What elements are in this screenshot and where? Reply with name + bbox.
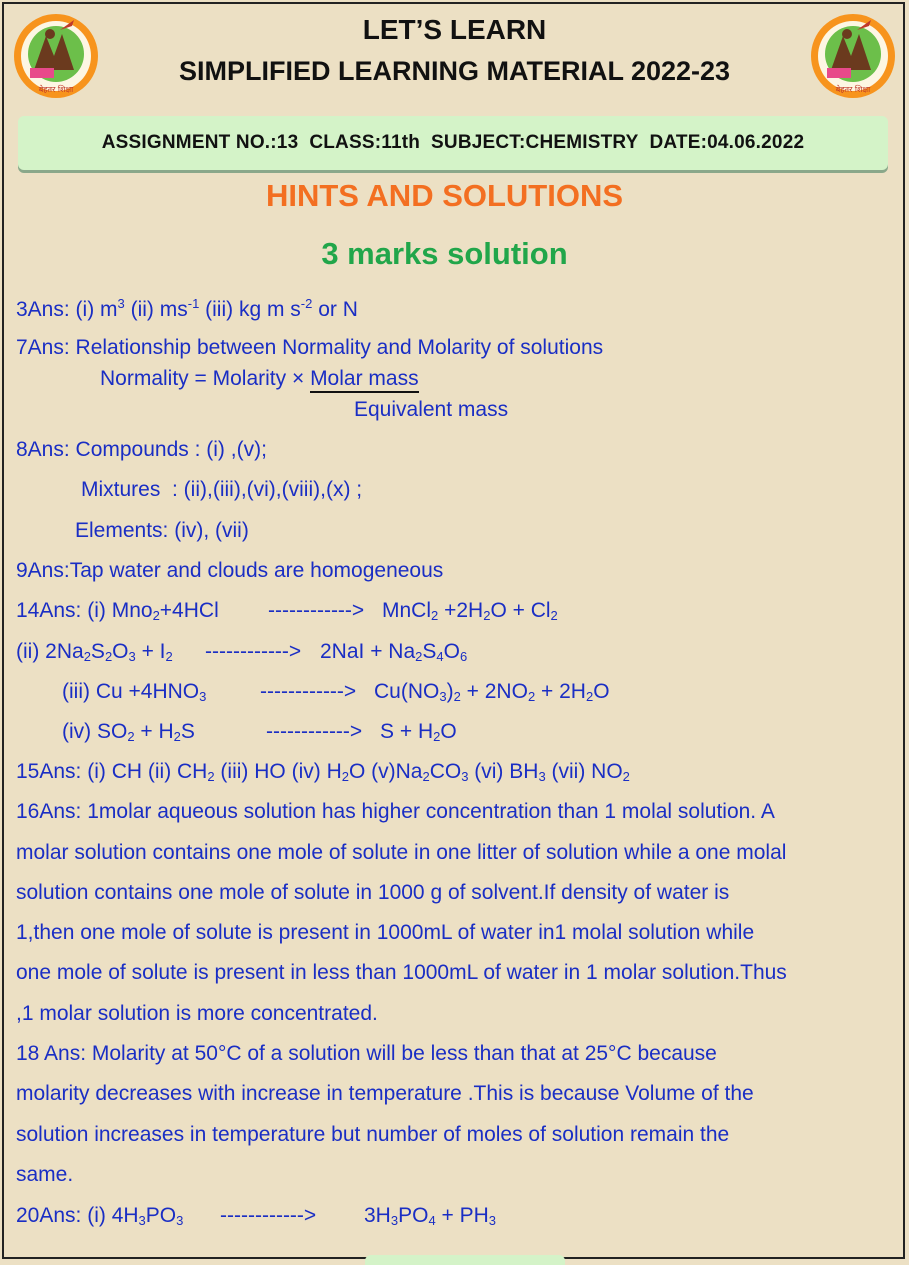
marks-heading: 3 marks solution bbox=[321, 236, 568, 271]
answer-7: 7Ans: Relationship between Normality and Molarity of solutions bbox=[16, 336, 604, 359]
answer-8-mixtures: Mixtures : (ii),(iii),(vi),(viii),(x) ; bbox=[81, 478, 363, 501]
answer-18-line: molarity decreases with increase in temperature .This is because Volume of the bbox=[16, 1082, 754, 1105]
answer-14-i-products: MnCl$_2$ $+2H_2O + Cl_2$ bbox=[382, 599, 558, 623]
title-line-1: LET’S LEARN bbox=[362, 14, 547, 45]
title-line-2: SIMPLIFIED LEARNING MATERIAL 2022-23 bbox=[178, 56, 731, 86]
svg-text:बेहतर शिक्षा: बेहतर शिक्षा bbox=[835, 85, 871, 94]
answer-15: 15Ans: (i) CH (ii) $CH_2$ (iii) HO (iv) $H_2O$ $(v)Na_2CO_3$ (vi) $BH_3$ (vii) $NO_2$ bbox=[16, 760, 630, 784]
class-label: CLASS:11th bbox=[309, 132, 421, 153]
answer-16-line: molar solution contains one mole of solute in one litter of solution while a one molal bbox=[16, 841, 787, 864]
hints-heading: HINTS AND SOLUTIONS bbox=[265, 178, 624, 213]
answer-14-iv-products: $S + H_2O$ bbox=[380, 720, 457, 744]
answer-8-elements: Elements: (iv), (vii) bbox=[75, 519, 249, 542]
answer-16-line: 16Ans: 1molar aqueous solution has higher concentration than 1 molal solution. A bbox=[16, 800, 775, 823]
formula-numerator: Molar mass bbox=[310, 367, 419, 393]
answer-9: 9Ans:Tap water and clouds are homogeneous bbox=[16, 559, 444, 582]
answer-16-line: ,1 molar solution is more concentrated. bbox=[16, 1002, 378, 1025]
answer-14-ii-products: $2NaI + Na_2S_4O_6$ bbox=[320, 640, 468, 664]
assignment-info-box bbox=[18, 116, 888, 170]
answer-14-iii-products: $Cu(NO_3)_2 + 2NO_2 + 2H_2O$ bbox=[374, 680, 610, 704]
formula-denominator: Equivalent mass bbox=[354, 398, 509, 421]
answer-16-line: 1,then one mole of solute is present in 1000mL of water in1 molal solution while bbox=[16, 921, 755, 944]
answer-14-i: 14Ans: (i) Mno$_2$+4HCl bbox=[16, 599, 219, 623]
answer-8: 8Ans: Compounds : (i) ,(v); bbox=[16, 438, 267, 461]
answer-14-ii: (ii) $2Na_2S_2O_3 + I_2$ bbox=[16, 640, 173, 664]
answer-18-line: same. bbox=[16, 1163, 74, 1186]
answer-18-line: 18 Ans: Molarity at 50°C of a solution will be less than that at 25°C because bbox=[16, 1042, 717, 1065]
answer-16-line: solution contains one mole of solute in 1000 g of solvent.If density of water is bbox=[16, 881, 730, 904]
answer-16-line: one mole of solute is present in less than 1000mL of water in 1 molar solution.Thus bbox=[16, 961, 787, 984]
arrow: ------------> bbox=[260, 680, 357, 703]
date-label: DATE:04.06.2022 bbox=[649, 132, 805, 153]
subject-label: SUBJECT:CHEMISTRY bbox=[431, 132, 639, 153]
next-section-box bbox=[365, 1255, 565, 1265]
answer-20: 20Ans: (i) $4H_3PO_3$ bbox=[16, 1204, 184, 1228]
assignment-number: ASSIGNMENT NO.:13 bbox=[101, 132, 299, 153]
answer-14-iv: (iv) $SO_2 + H_2S$ bbox=[62, 720, 195, 744]
answer-20-products: $3H_3PO_4 + PH_3$ bbox=[364, 1204, 497, 1228]
arrow: ------------> bbox=[266, 720, 363, 743]
answer-18-line: solution increases in temperature but number of moles of solution remain the bbox=[16, 1123, 730, 1146]
arrow: ------------> bbox=[268, 599, 365, 622]
answer-14-iii: (iii) $Cu +4HNO_3$ bbox=[62, 680, 207, 704]
arrow: ------------> bbox=[220, 1204, 317, 1227]
normality-formula: Normality = Molarity × Molar mass bbox=[100, 367, 419, 391]
svg-text:बेहतर शिक्षा: बेहतर शिक्षा bbox=[38, 85, 74, 94]
answer-3: 3Ans: (i) $m^3$ (ii) $ms^{-1}$ (iii) kg m $s^{-2}$ or N bbox=[16, 296, 358, 321]
arrow: ------------> bbox=[205, 640, 302, 663]
